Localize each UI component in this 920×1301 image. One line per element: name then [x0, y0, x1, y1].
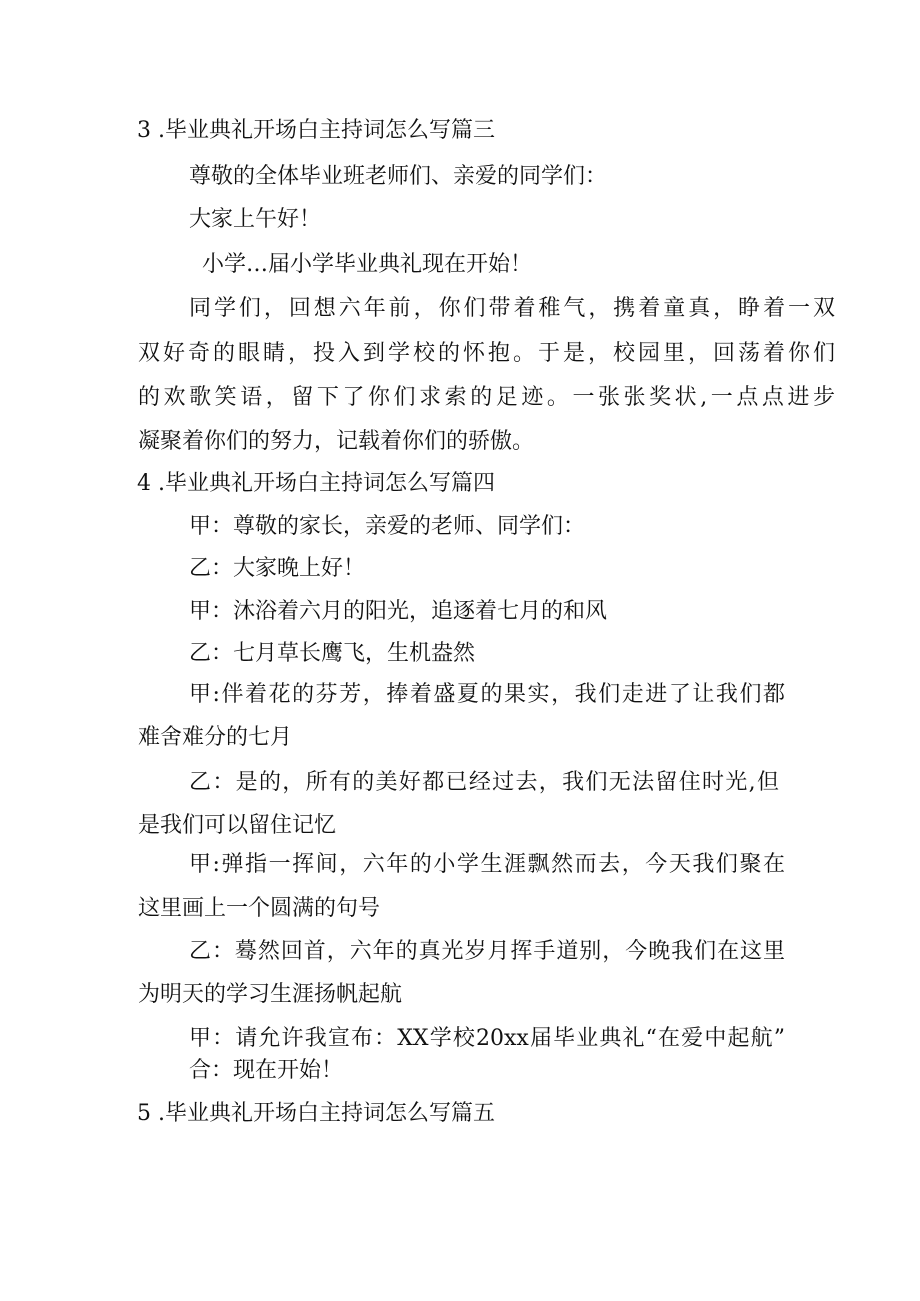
section-heading-3: 3 .毕业典礼开场白主持词怎么写篇三 [137, 118, 495, 143]
dialogue-line: 乙：七月草长鹰飞，生机盎然 [189, 641, 476, 666]
dialogue-line: 难舍难分的七月 [138, 725, 293, 750]
dialogue-line: 合：现在开始！ [189, 1058, 344, 1083]
dialogue-line: 甲:伴着花的芬芳，捧着盛夏的果实，我们走进了让我们都 [189, 682, 785, 707]
greeting: 大家上午好！ [189, 207, 322, 232]
dialogue-line: 甲：沐浴着六月的阳光，追逐着七月的和风 [189, 599, 608, 624]
dialogue-line: 甲：请允许我宣布：XX学校20xx届毕业典礼“在爱中起航” [189, 1026, 785, 1051]
dialogue-line: 甲:弹指一挥间，六年的小学生涯飘然而去，今天我们聚在 [189, 852, 785, 877]
salutation: 尊敬的全体毕业班老师们、亲爱的同学们： [189, 164, 608, 189]
dialogue-line: 这里画上一个圆满的句号 [138, 896, 381, 921]
dialogue-line: 乙：是的，所有的美好都已经过去，我们无法留住时光,但 [189, 770, 779, 795]
opening-announcement: 小学…届小学毕业典礼现在开始！ [202, 252, 533, 277]
paragraph-line: 双好奇的眼睛，投入到学校的怀抱。于是，校园里，回荡着你们 [138, 341, 835, 366]
dialogue-line: 甲：尊敬的家长，亲爱的老师、同学们： [189, 514, 586, 539]
paragraph-line: 凝聚着你们的努力，记载着你们的骄傲。 [138, 429, 535, 454]
paragraph-line: 的欢歌笑语，留下了你们求索的足迹。一张张奖状,一点点进步 [138, 385, 835, 410]
dialogue-line: 为明天的学习生涯扬帆起航 [138, 982, 403, 1007]
section-heading-4: 4 .毕业典礼开场白主持词怎么写篇四 [137, 471, 495, 496]
dialogue-line: 是我们可以留住记忆 [138, 813, 337, 838]
paragraph-line: 同学们，回想六年前，你们带着稚气，携着童真，睁着一双 [189, 296, 835, 321]
dialogue-line: 乙：大家晚上好！ [189, 556, 366, 581]
section-heading-5: 5 .毕业典礼开场白主持词怎么写篇五 [137, 1101, 495, 1126]
dialogue-line: 乙：蓦然回首，六年的真光岁月挥手道别，今晚我们在这里 [189, 939, 785, 964]
